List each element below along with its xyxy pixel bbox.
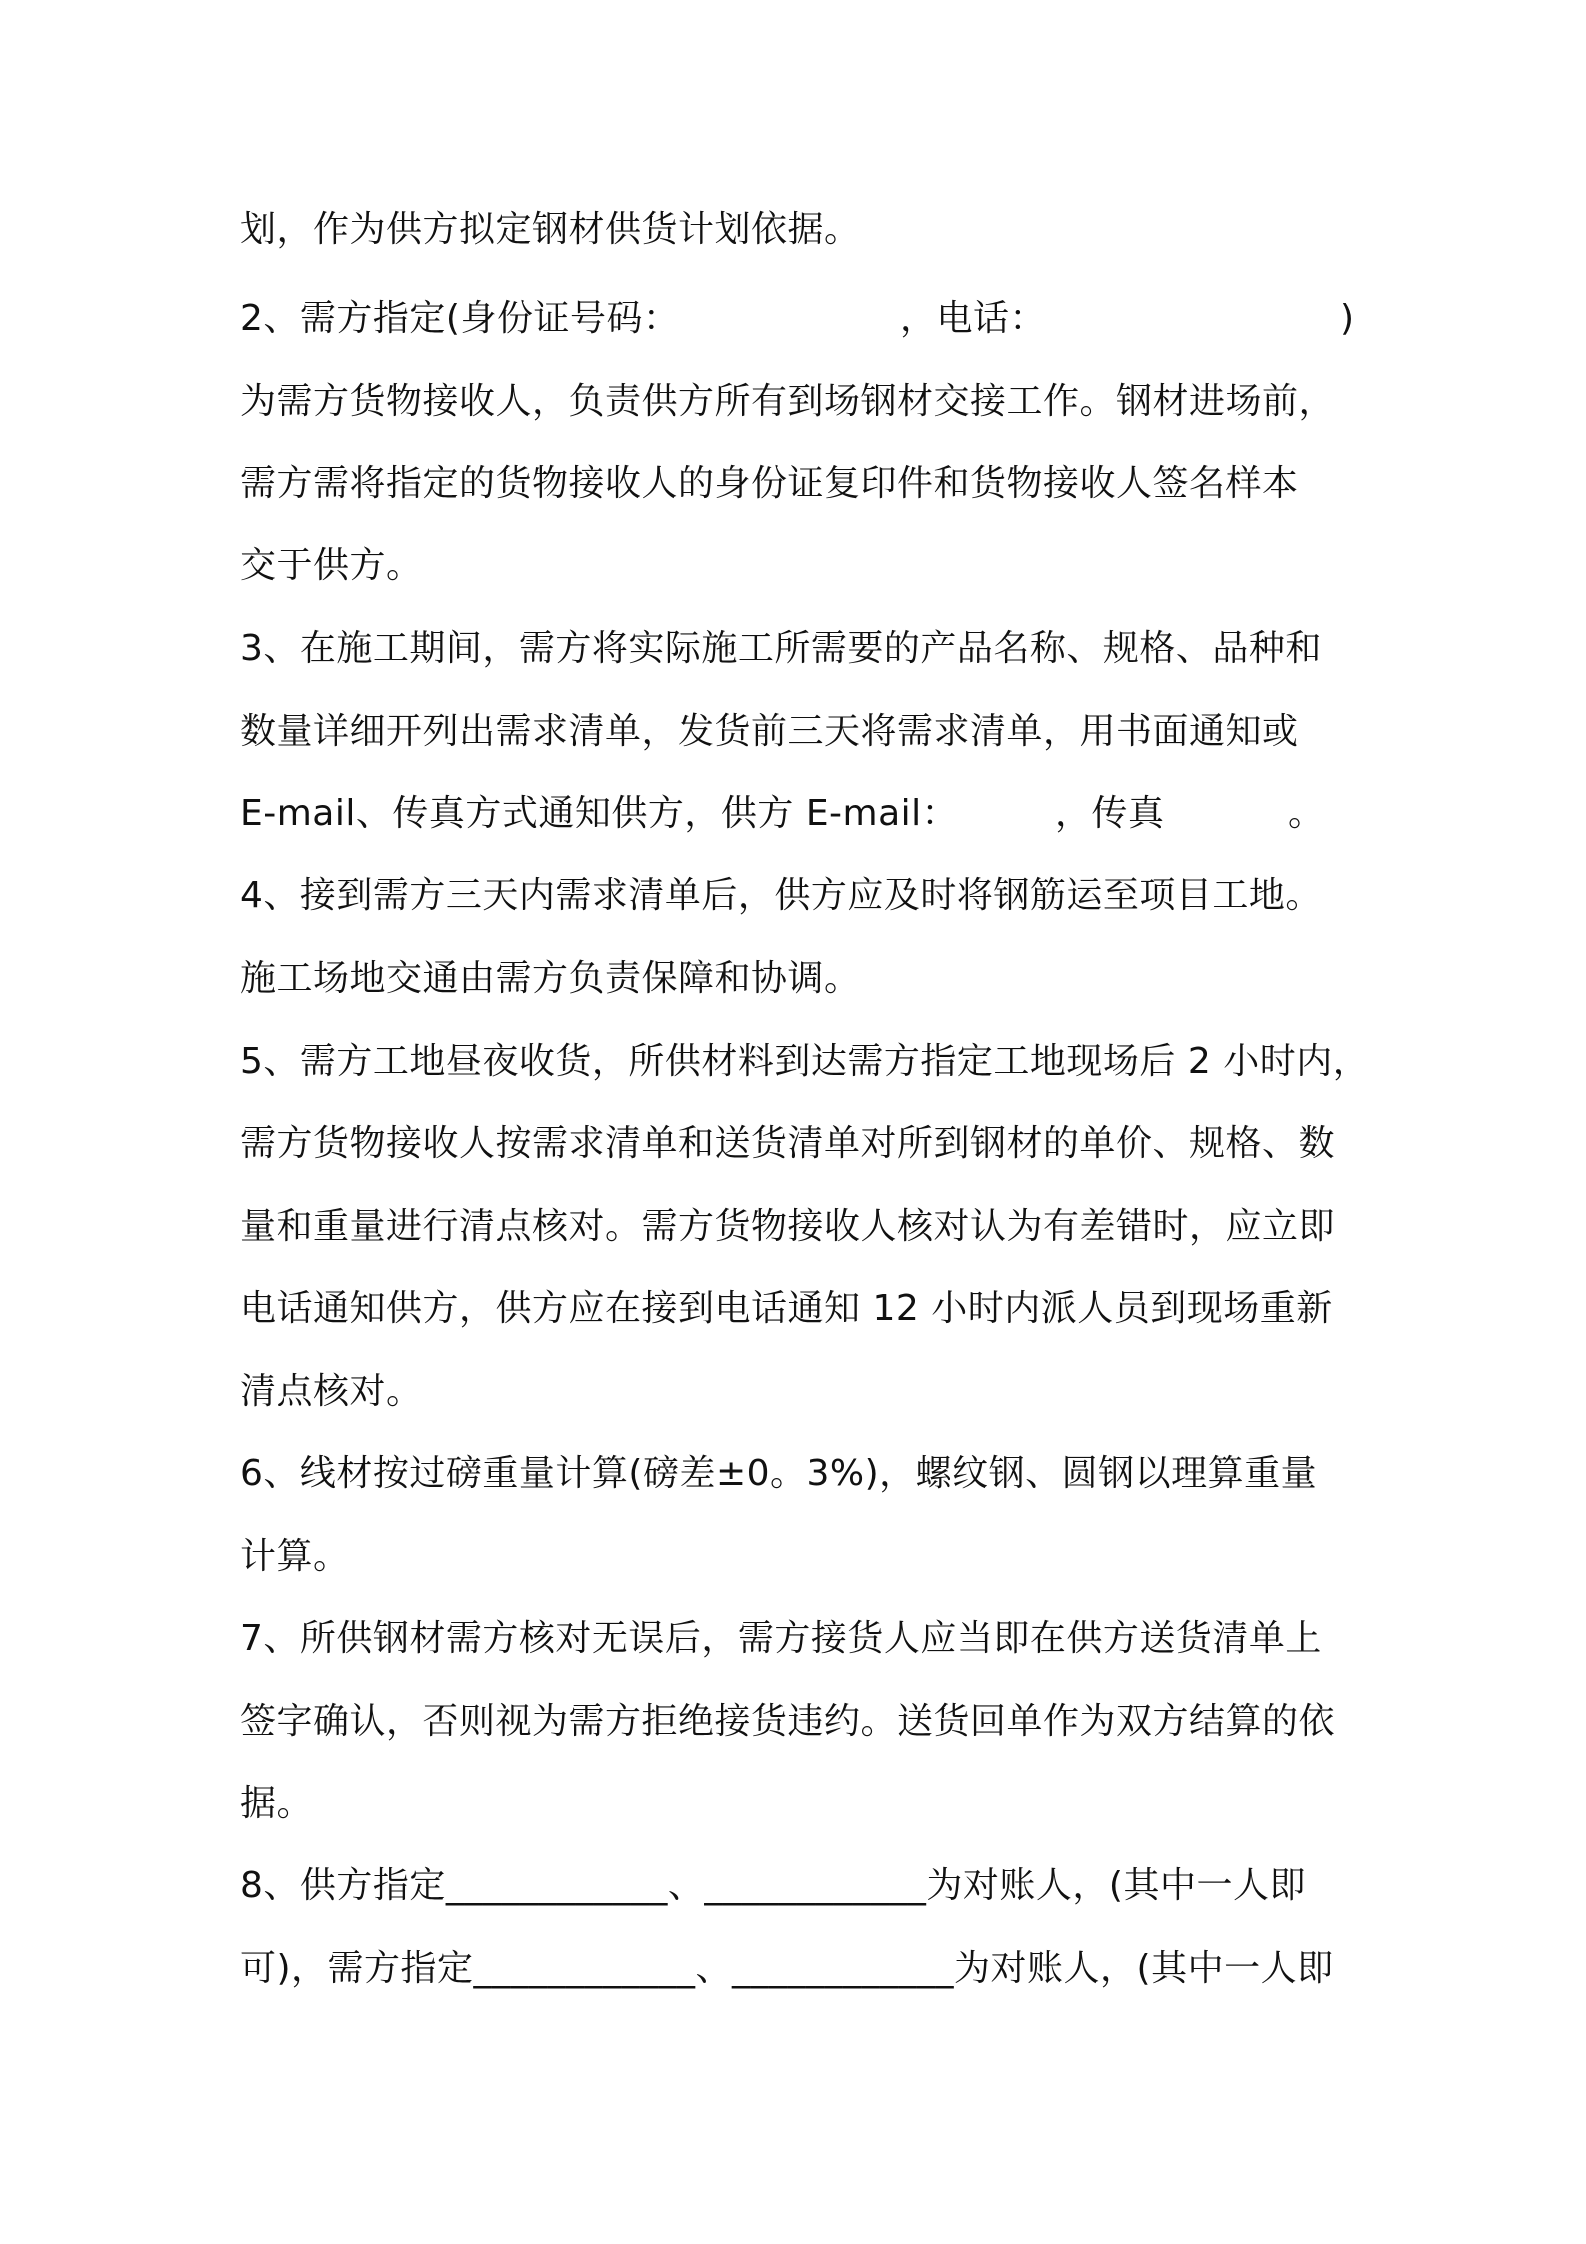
paragraph-line	[240, 1615, 1370, 1663]
line-text: 6、线材按过磅重量计算(磅差±0。3%)，螺纹钢、圆钢以理算重量	[240, 1453, 1318, 1494]
line-text: 交于供方。	[240, 545, 423, 586]
line-text: )	[1340, 298, 1355, 339]
line-text: 7、所供钢材需方核对无误后，需方接货人应当即在供方送货清单上	[240, 1618, 1322, 1659]
paragraph-line	[240, 1038, 1370, 1086]
paragraph-line	[240, 1285, 1370, 1333]
paragraph-line	[240, 872, 1370, 920]
paragraph-line	[240, 1862, 1370, 1910]
line-text: 需方货物接收人按需求清单和送货清单对所到钢材的单价、规格、数	[240, 1123, 1336, 1164]
paragraph-line	[240, 1698, 1370, 1746]
line-text: 清点核对。	[240, 1371, 423, 1412]
paragraph-line	[240, 206, 1370, 254]
line-text: 据。	[240, 1783, 314, 1824]
paragraph-line	[240, 542, 1370, 590]
paragraph-line	[240, 1368, 1370, 1416]
paragraph-line	[240, 1203, 1370, 1251]
paragraph-line	[240, 1533, 1370, 1581]
line-text: 可)，需方指定____________、____________为对账人，(其中一人即	[240, 1948, 1334, 1989]
paragraph-line	[240, 1945, 1370, 1993]
line-text: 3、在施工期间，需方将实际施工所需要的产品名称、规格、品种和	[240, 628, 1322, 669]
paragraph-line	[240, 708, 1370, 756]
line-text: 8、供方指定____________、____________为对账人，(其中一人即	[240, 1865, 1306, 1906]
line-text: 为需方货物接收人，负责供方所有到场钢材交接工作。钢材进场前，	[240, 381, 1336, 422]
line-text: 签字确认，否则视为需方拒绝接货违约。送货回单作为双方结算的依	[240, 1701, 1336, 1742]
paragraph-line	[240, 955, 1370, 1003]
line-text: 数量详细开列出需求清单，发货前三天将需求清单，用书面通知或	[240, 711, 1299, 752]
line-text: ，电话：	[900, 298, 1047, 339]
paragraph-line	[240, 625, 1370, 673]
paragraph-line	[240, 460, 1370, 508]
line-text: 4、接到需方三天内需求清单后，供方应及时将钢筋运至项目工地。	[240, 875, 1322, 916]
line-text: 。	[1288, 793, 1325, 834]
line-text: 量和重量进行清点核对。需方货物接收人核对认为有差错时，应立即	[240, 1206, 1336, 1247]
line-text: E-mail、传真方式通知供方，供方 E-mail：	[240, 793, 959, 834]
line-text: 计算。	[240, 1536, 350, 1577]
line-text: 5、需方工地昼夜收货，所供材料到达需方指定工地现场后 2 小时内，	[240, 1041, 1370, 1082]
paragraph-line	[240, 1450, 1370, 1498]
paragraph-line	[240, 1120, 1370, 1168]
paragraph-line	[240, 1780, 1370, 1828]
line-text: 需方需将指定的货物接收人的身份证复印件和货物接收人签名样本	[240, 463, 1299, 504]
paragraph-line	[240, 378, 1370, 426]
line-text: 2、需方指定(身份证号码：	[240, 298, 680, 339]
line-text: ，传真	[1055, 793, 1165, 834]
line-text: 划，作为供方拟定钢材供货计划依据。	[240, 209, 861, 250]
line-text: 电话通知供方，供方应在接到电话通知 12 小时内派人员到现场重新	[240, 1288, 1333, 1329]
line-text: 施工场地交通由需方负责保障和协调。	[240, 958, 861, 999]
